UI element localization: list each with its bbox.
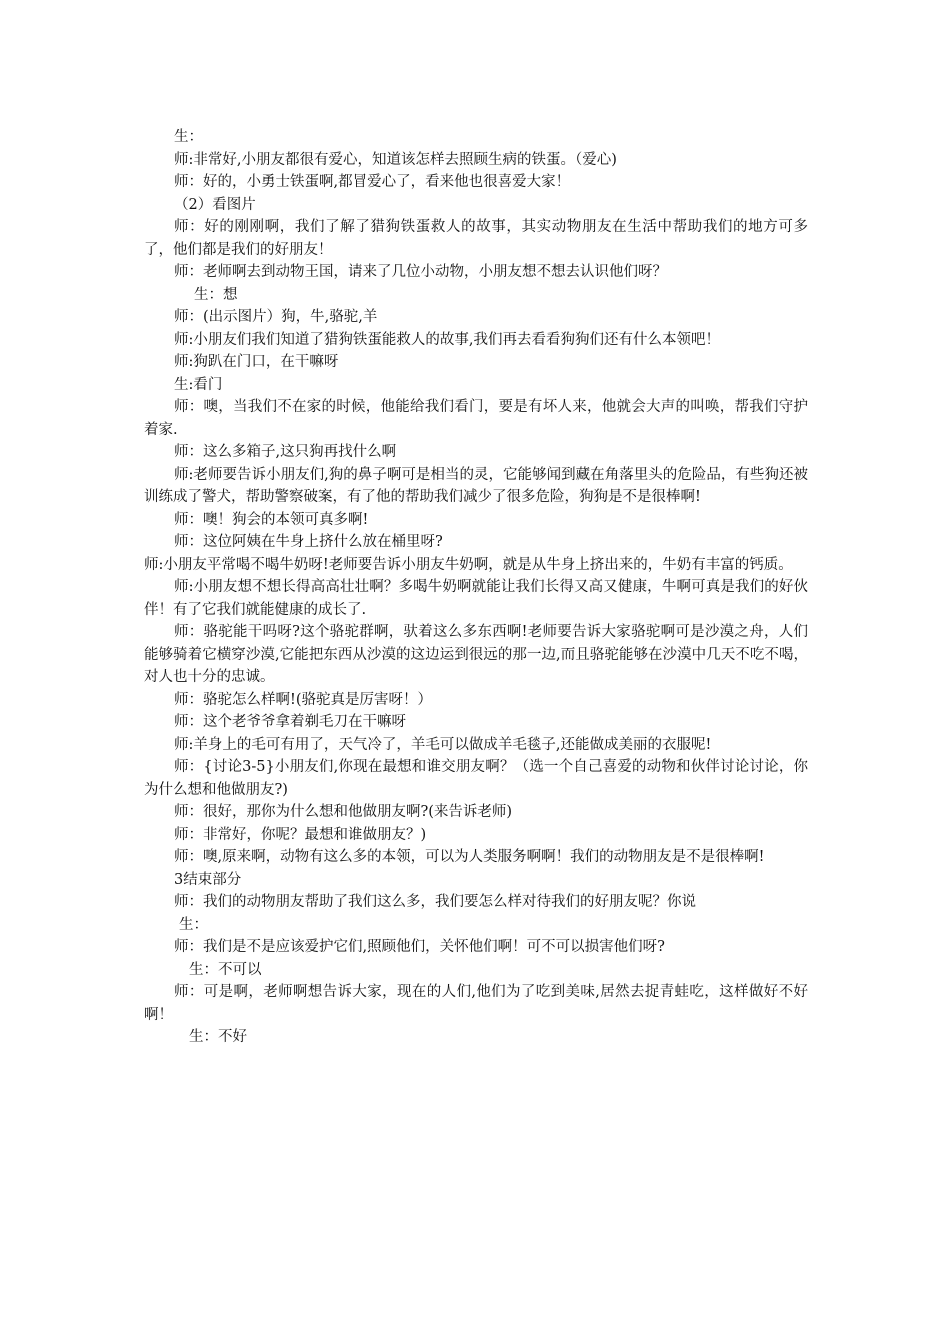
document-body [144,126,808,1049]
paragraph: 师：噢,原来啊，动物有这么多的本领，可以为人类服务啊啊！我们的动物朋友是不是很棒啊! [174,849,765,865]
paragraph: 师：{讨论3-5}小朋友们,你现在最想和谁交朋友啊？（选一个自己喜爱的动物和伙伴讨论讨论，你为什么想和他做朋友?) [144,759,808,798]
paragraph: 师:老师要告诉小朋友们,狗的鼻子啊可是相当的灵，它能够闻到藏在角落里头的危险品，有些狗还被训练成了警犬，帮助警察破案，有了他的帮助我们减少了很多危险，狗狗是不是很棒啊! [144,466,808,505]
paragraph: 师：噢！狗会的本领可真多啊! [174,511,369,528]
paragraph: 生： [174,129,203,145]
paragraph: 师：老师啊去到动物王国，请来了几位小动物，小朋友想不想去认识他们呀？ [174,264,667,280]
paragraph: 师：这位阿姨在牛身上挤什么放在桶里呀? [174,534,443,550]
paragraph: 生：不好 [189,1029,247,1045]
paragraph: 师：很好，那你为什么想和他做朋友啊?(来告诉老师) [174,804,513,820]
paragraph: 生：想 [194,286,238,303]
paragraph: 师:羊身上的毛可有用了，天气冷了，羊毛可以做成羊毛毯子,还能做成美丽的衣服呢! [174,736,712,753]
paragraph: 师：骆驼怎么样啊!(骆驼真是厉害呀！） [174,691,432,708]
paragraph: 师：非常好，你呢？最想和谁做朋友？) [174,826,427,843]
paragraph: 师:狗趴在门口，在干嘛呀 [174,354,339,370]
paragraph: 师：这个老爷爷拿着剃毛刀在干嘛呀 [174,714,406,730]
paragraph: 师:非常好,小朋友都很有爱心，知道该怎样去照顾生病的铁蛋。（爱心) [174,151,617,168]
paragraph: 师：可是啊，老师啊想告诉大家，现在的人们,他们为了吃到美味,居然去捉青蛙吃，这样做好不好啊！ [144,984,808,1023]
paragraph: 师：我们的动物朋友帮助了我们这么多，我们要怎么样对待我们的好朋友呢？你说 [174,894,696,910]
paragraph: 师:小朋友们我们知道了猎狗铁蛋能救人的故事,我们再去看看狗狗们还有什么本领吧！ [174,331,720,348]
section-heading: （2）看图片 [174,196,256,213]
paragraph: 师：好的，小勇士铁蛋啊,都冒爱心了，看来他也很喜爱大家！ [174,174,571,190]
paragraph: 师：这么多箱子,这只狗再找什么啊 [174,444,397,460]
paragraph: 师:小朋友平常喝不喝牛奶呀!老师要告诉小朋友牛奶啊，就是从牛身上挤出来的，牛奶有丰富的钙质。 [144,556,793,573]
section-heading: 3结束部分 [174,871,242,888]
paragraph: 师：好的刚刚啊，我们了解了猎狗铁蛋救人的故事，其实动物朋友在生活中帮助我们的地方可多了，他们都是我们的好朋友！ [144,219,808,258]
paragraph: 师:小朋友想不想长得高高壮壮啊？多喝牛奶啊就能让我们长得又高又健康，牛啊可真是我们的好伙伴！有了它我们就能健康的成长了. [144,579,808,618]
paragraph: 师：我们是不是应该爱护它们,照顾他们，关怀他们啊！可不可以损害他们呀? [174,939,665,955]
paragraph: 生:看门 [174,376,223,393]
paragraph: 生： [179,916,208,933]
paragraph: 生：不可以 [189,961,262,978]
paragraph: 师：骆驼能干吗呀?这个骆驼群啊，驮着这么多东西啊!老师要告诉大家骆驼啊可是沙漠之舟，人们能够骑着它横穿沙漠,它能把东西从沙漠的这边运到很远的那一边,而且骆驼能够在沙漠中几天不吃不喝，对人也十分的忠诚。 [144,624,808,685]
paragraph: 师：噢，当我们不在家的时候，他能给我们看门，要是有坏人来，他就会大声的叫唤，帮我们守护着家. [144,399,808,438]
paragraph: 师：(出示图片）狗，牛,骆驼,羊 [174,309,378,325]
